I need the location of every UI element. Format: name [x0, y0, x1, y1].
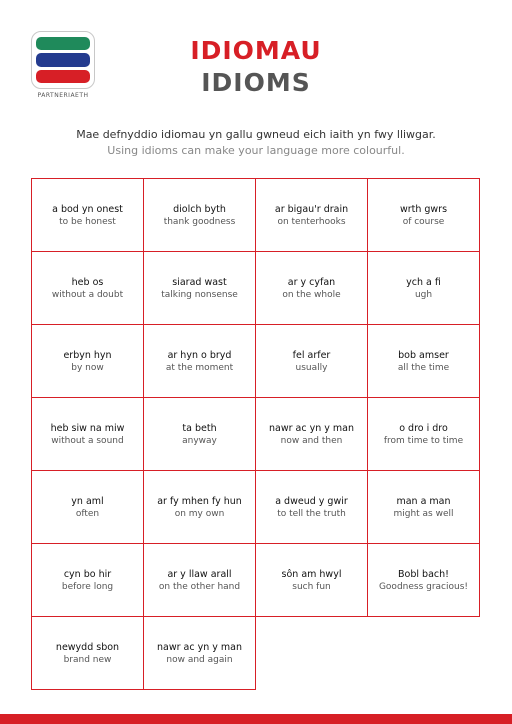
idiom-welsh: o dro i dro: [399, 422, 448, 434]
idiom-welsh: man a man: [396, 495, 451, 507]
idiom-card: [32, 617, 144, 690]
intro-english: Using idioms can make your language more colourful.: [107, 144, 405, 157]
idiom-welsh: cyn bo hir: [63, 568, 112, 580]
idiom-card: [368, 544, 480, 617]
idiom-card: [256, 325, 368, 398]
idiom-english: such fun: [292, 581, 331, 592]
idiom-welsh: sôn am hwyl: [281, 568, 342, 580]
idiom-welsh: heb os: [71, 276, 104, 288]
idiom-welsh: bob amser: [398, 349, 449, 361]
idiom-welsh: ar y llaw arall: [167, 568, 232, 580]
idiom-welsh: a bod yn onest: [52, 203, 123, 215]
idiom-english: brand new: [63, 654, 112, 665]
idiom-card: [32, 179, 144, 252]
idiom-welsh: ych a fi: [406, 276, 441, 288]
idiom-english: to be honest: [59, 216, 116, 227]
idiom-english: without a sound: [51, 435, 124, 446]
idiom-english: now and again: [166, 654, 233, 665]
idiom-card: [32, 471, 144, 544]
idiom-english: on the whole: [282, 289, 341, 300]
idiom-welsh: diolch byth: [173, 203, 226, 215]
idiom-welsh: ar hyn o bryd: [167, 349, 232, 361]
idiom-card: [256, 544, 368, 617]
idiom-welsh: ar bigau'r drain: [274, 203, 349, 215]
idiom-english: might as well: [393, 508, 454, 519]
idiom-card: [144, 252, 256, 325]
idiom-card: [368, 252, 480, 325]
idiom-card: [368, 325, 480, 398]
idiom-welsh: ar y cyfan: [287, 276, 336, 288]
idiom-card: [32, 325, 144, 398]
idiom-english: ugh: [414, 289, 433, 300]
idiom-english: at the moment: [165, 362, 234, 373]
idiom-welsh: siarad wast: [172, 276, 227, 288]
idiom-english: before long: [61, 581, 114, 592]
idiom-welsh: newydd sbon: [55, 641, 120, 653]
idiom-english: anyway: [182, 435, 217, 446]
idiom-welsh: fel arfer: [292, 349, 331, 361]
idiom-english: now and then: [280, 435, 343, 446]
idiom-english: of course: [402, 216, 445, 227]
idiom-card: [32, 252, 144, 325]
idiom-card: [144, 398, 256, 471]
idiom-english: all the time: [397, 362, 450, 373]
idiom-english: talking nonsense: [161, 289, 238, 300]
idiom-card: [256, 252, 368, 325]
idiom-english: from time to time: [383, 435, 464, 446]
idiom-welsh: erbyn hyn: [63, 349, 112, 361]
idiom-welsh: ar fy mhen fy hun: [157, 495, 242, 507]
idiom-english: to tell the truth: [277, 508, 346, 519]
idiom-card: [256, 471, 368, 544]
idiom-welsh: yn aml: [71, 495, 104, 507]
idiom-card: [256, 398, 368, 471]
idiom-welsh: ta beth: [182, 422, 217, 434]
page-title-english: IDIOMS: [201, 68, 311, 97]
idiom-card: [32, 544, 144, 617]
idiom-english: by now: [71, 362, 104, 373]
idiom-welsh: heb siw na miw: [50, 422, 125, 434]
idiom-english: on tenterhooks: [277, 216, 346, 227]
idiom-card: [256, 179, 368, 252]
idiom-card: [368, 179, 480, 252]
idiom-english: on the other hand: [158, 581, 241, 592]
idiom-card: [144, 617, 256, 690]
idiom-english: without a doubt: [51, 289, 124, 300]
idiom-english: thank goodness: [163, 216, 236, 227]
idiom-english: usually: [295, 362, 328, 373]
idiom-card: [368, 471, 480, 544]
idiom-card: [32, 398, 144, 471]
idiom-welsh: Bobl bach!: [398, 568, 449, 580]
intro-welsh: Mae defnyddio idiomau yn gallu gwneud eich iaith yn fwy lliwgar.: [76, 128, 436, 141]
idiom-welsh: a dweud y gwir: [275, 495, 348, 507]
idiom-card: [144, 325, 256, 398]
idiom-english: on my own: [174, 508, 225, 519]
idiom-grid: [31, 178, 480, 690]
idiom-card: [144, 179, 256, 252]
idiom-card: [368, 398, 480, 471]
idiom-welsh: wrth gwrs: [399, 203, 448, 215]
logo-text: PARTNERIAETH: [37, 92, 89, 99]
idiom-card: [144, 544, 256, 617]
idiom-welsh: nawr ac yn y man: [268, 422, 354, 434]
footer-bar: [0, 714, 512, 724]
idiom-welsh: nawr ac yn y man: [156, 641, 242, 653]
idiom-english: often: [75, 508, 100, 519]
idiom-card: [144, 471, 256, 544]
page-title-welsh: IDIOMAU: [190, 36, 322, 65]
idiom-english: Goodness gracious!: [378, 581, 469, 592]
